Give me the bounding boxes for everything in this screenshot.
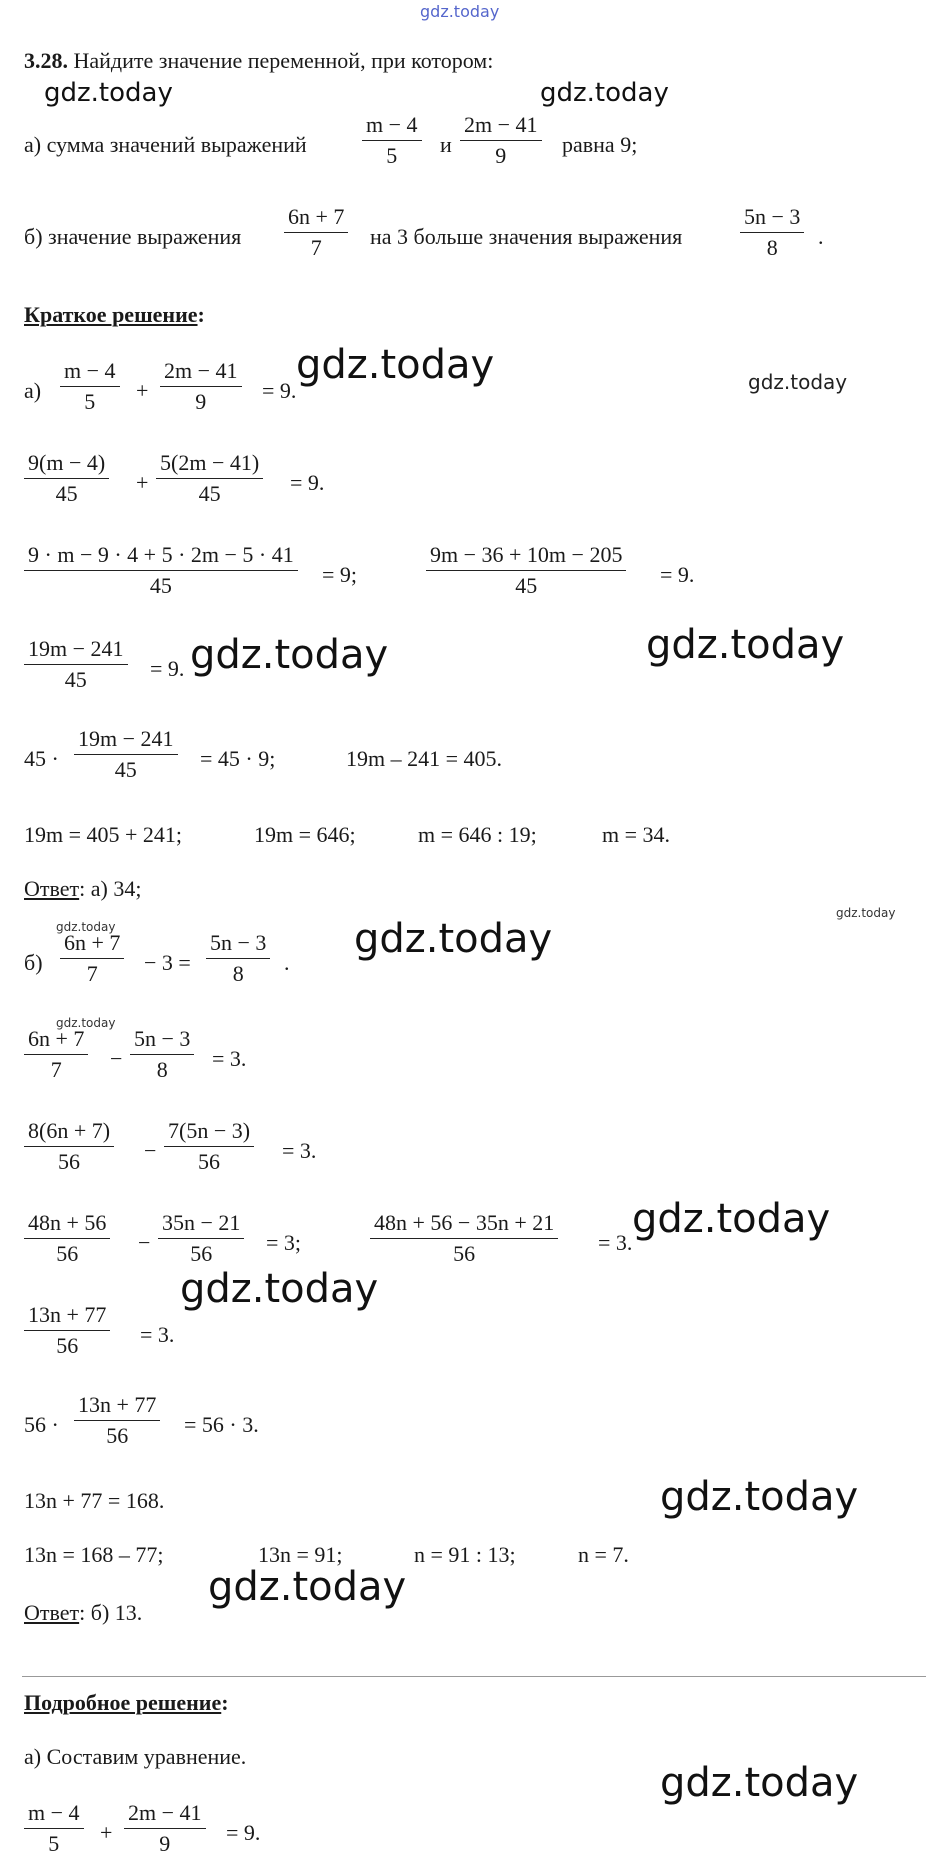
short-b-l8-step: 13n = 91; [258, 1542, 343, 1567]
short-a-l4-frac1: 19m − 241 45 [24, 636, 128, 693]
watermark: gdz.today [836, 906, 896, 920]
short-b-l8-step: 13n = 168 – 77; [24, 1542, 164, 1567]
problem-b-fraction-2: 5n − 3 8 [740, 204, 804, 261]
short-a-l2-rest: = 9. [290, 470, 325, 495]
watermark: gdz.today [56, 920, 116, 934]
watermark: gdz.today [354, 916, 553, 962]
problem-b-prefix: б) значение выражения [24, 224, 242, 249]
short-b-l5-frac1: 13n + 77 56 [24, 1302, 110, 1359]
short-solution-heading: Краткое решение: [24, 302, 205, 327]
short-b-l3-rest: = 3. [282, 1138, 317, 1163]
short-a-l6-step: 19m = 646; [254, 822, 356, 847]
watermark-top: gdz.today [420, 2, 500, 21]
short-b-l6-pre: 56 · [24, 1412, 59, 1437]
problem-a-prefix: а) сумма значений выражений [24, 132, 307, 157]
short-a-l3-rest2: = 9. [660, 562, 695, 587]
short-b-l6-rest: = 56 · 3. [184, 1412, 259, 1437]
short-a-l6-step: 19m = 405 + 241; [24, 822, 183, 847]
watermark: gdz.today [646, 622, 845, 668]
watermark: gdz.today [296, 342, 495, 388]
short-b-l1-frac1: 6n + 7 7 [60, 930, 124, 987]
detailed-l1-frac2: 2m − 41 9 [124, 1800, 206, 1857]
short-a-l1-frac1: m − 4 5 [60, 358, 120, 415]
detailed-l1-op: + [100, 1820, 113, 1845]
detailed-a-intro: а) Составим уравнение. [24, 1744, 247, 1769]
problem-a-fraction-2: 2m − 41 9 [460, 112, 542, 169]
short-b-l1-rest: . [284, 950, 290, 975]
short-b-l2-frac1: 6n + 7 7 [24, 1026, 88, 1083]
short-b-l4-op: − [138, 1230, 151, 1255]
detailed-l1-frac1: m − 4 5 [24, 1800, 84, 1857]
short-a-l2-op: + [136, 470, 149, 495]
problem-number: 3.28. [24, 48, 68, 73]
section-divider [22, 1676, 926, 1677]
short-a-l6-step: m = 34. [602, 822, 671, 847]
short-a-l3-frac1: 9 · m − 9 · 4 + 5 · 2m − 5 · 41 45 [24, 542, 298, 599]
short-b-l4-frac1: 48n + 56 56 [24, 1210, 110, 1267]
short-a-answer: Ответ: а) 34; [24, 876, 142, 901]
short-b-l5-rest: = 3. [140, 1322, 175, 1347]
short-b-answer: Ответ: б) 13. [24, 1600, 143, 1625]
short-a-l2-frac1: 9(m − 4) 45 [24, 450, 109, 507]
problem-a-and: и [440, 132, 452, 157]
watermark: gdz.today [56, 1016, 116, 1030]
short-b-l3-frac2: 7(5n − 3) 56 [164, 1118, 254, 1175]
short-b-l4-frac2: 35n − 21 56 [158, 1210, 244, 1267]
watermark: gdz.today [632, 1196, 831, 1242]
problem-statement: Найдите значение переменной, при котором: [73, 48, 494, 73]
short-b-l3-op: − [144, 1138, 157, 1163]
short-b-l3-frac1: 8(6n + 7) 56 [24, 1118, 114, 1175]
watermark: gdz.today [208, 1564, 407, 1610]
short-b-l2-rest: = 3. [212, 1046, 247, 1071]
problem-b-fraction-1: 6n + 7 7 [284, 204, 348, 261]
problem-b-suffix: . [818, 224, 824, 249]
short-a-l3-frac2: 9m − 36 + 10m − 205 45 [426, 542, 626, 599]
problem-a-fraction-1: m − 4 5 [362, 112, 422, 169]
short-b-l4-rest2: = 3. [598, 1230, 633, 1255]
short-a-l1-rest: = 9. [262, 378, 297, 403]
short-a-label: а) [24, 378, 42, 403]
short-b-l8-step: n = 7. [578, 1542, 629, 1567]
short-a-l4-rest: = 9. [150, 656, 185, 681]
watermark: gdz.today [190, 632, 389, 678]
short-a-l6-step: m = 646 : 19; [418, 822, 537, 847]
watermark: gdz.today [660, 1760, 859, 1806]
watermark: gdz.today [748, 370, 848, 394]
short-b-l2-op: − [110, 1046, 123, 1071]
short-a-l3-rest1: = 9; [322, 562, 358, 587]
watermark: gdz.today [44, 78, 173, 108]
detailed-l1-rest: = 9. [226, 1820, 261, 1845]
watermark: gdz.today [540, 78, 669, 108]
short-b-label: б) [24, 950, 43, 975]
short-b-l4-frac3: 48n + 56 − 35n + 21 56 [370, 1210, 558, 1267]
problem-header [24, 48, 493, 74]
detailed-solution-heading: Подробное решение: [24, 1690, 229, 1715]
short-b-l1-op: − 3 = [144, 950, 191, 975]
problem-a-suffix: равна 9; [562, 132, 638, 157]
short-b-l4-rest1: = 3; [266, 1230, 302, 1255]
short-b-l8-step: n = 91 : 13; [414, 1542, 516, 1567]
watermark: gdz.today [180, 1266, 379, 1312]
problem-b-mid: на 3 больше значения выражения [370, 224, 683, 249]
short-a-l1-frac2: 2m − 41 9 [160, 358, 242, 415]
watermark: gdz.today [660, 1474, 859, 1520]
short-a-l1-op: + [136, 378, 149, 403]
short-b-l1-frac2: 5n − 3 8 [206, 930, 270, 987]
short-a-l5-pre: 45 · [24, 746, 59, 771]
short-a-l5-eq: 19m – 241 = 405. [346, 746, 503, 771]
short-a-l5-rest: = 45 · 9; [200, 746, 276, 771]
short-b-l6-frac1: 13n + 77 56 [74, 1392, 160, 1449]
short-a-l5-frac1: 19m − 241 45 [74, 726, 178, 783]
short-a-l2-frac2: 5(2m − 41) 45 [156, 450, 263, 507]
short-b-l2-frac2: 5n − 3 8 [130, 1026, 194, 1083]
short-b-l7: 13n + 77 = 168. [24, 1488, 165, 1513]
